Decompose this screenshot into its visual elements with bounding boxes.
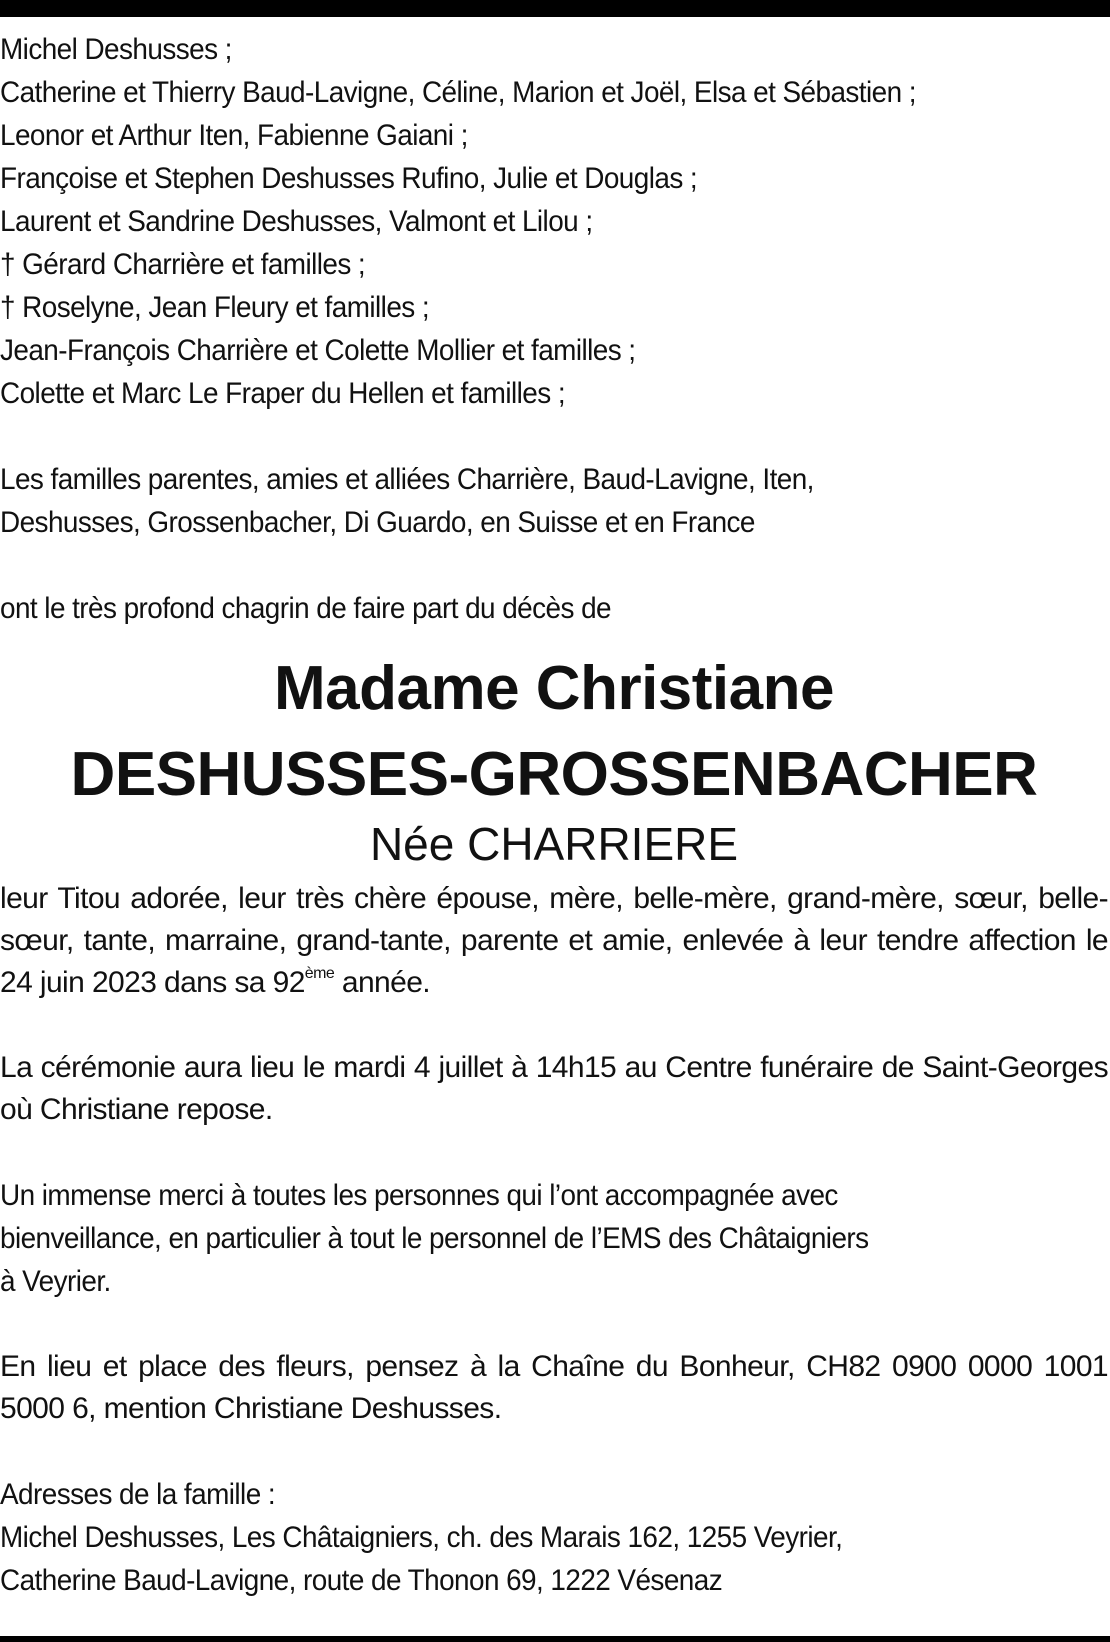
ceremony-paragraph: La cérémonie aura lieu le mardi 4 juillet à 14h15 au Centre funéraire de Saint-Georges où Christiane repose. [0, 1051, 1108, 1126]
thanks-line: Un immense merci à toutes les personnes qui l’ont accompagnée avec [0, 1179, 838, 1212]
family-line: Michel Deshusses ; [0, 33, 232, 66]
maiden-name: Née CHARRIERE [369, 818, 739, 870]
top-border-rule [0, 0, 1110, 17]
tribute-paragraph [0, 878, 1108, 1004]
family-line: Jean-François Charrière et Colette Mollier et familles ; [0, 334, 636, 367]
ordinal-superscript: ème [304, 965, 335, 982]
bottom-border-rule [0, 1636, 1110, 1642]
related-families [0, 458, 1108, 544]
deceased-name-line2: DESHUSSES-GROSSENBACHER [70, 740, 1038, 809]
family-line: Leonor et Arthur Iten, Fabienne Gaiani ; [0, 119, 468, 152]
family-line: Laurent et Sandrine Deshusses, Valmont et Lilou ; [0, 205, 593, 238]
tribute-text: leur Titou adorée, leur très chère épouse, mère, belle-mère, grand-mère, sœur, belle-sœur, tante, marraine, grand-tante, parente et amie, enlevée à leur tendre affection le 24 juin 2023 dans sa 92 [0, 882, 1108, 999]
family-list [0, 28, 1108, 415]
obituary-notice [0, 28, 1108, 1602]
announcement-intro: ont le très profond chagrin de faire part du décès de [0, 592, 611, 625]
family-line: † Gérard Charrière et familles ; [0, 248, 366, 281]
thanks-line: bienveillance, en particulier à tout le personnel de l’EMS des Châtaigniers [0, 1222, 869, 1255]
thanks-line: à Veyrier. [0, 1265, 111, 1298]
address-line: Michel Deshusses, Les Châtaigniers, ch. des Marais 162, 1255 Veyrier, [0, 1521, 843, 1554]
donation-paragraph: En lieu et place des fleurs, pensez à la Chaîne du Bonheur, CH82 0900 0000 1001 5000 6, mention Christiane Deshusses. [0, 1350, 1108, 1425]
family-addresses [0, 1473, 1108, 1602]
tribute-text-end: année. [334, 966, 431, 999]
thanks-paragraph [0, 1174, 1108, 1303]
family-line: Françoise et Stephen Deshusses Rufino, Julie et Douglas ; [0, 162, 698, 195]
addresses-heading: Adresses de la famille : [0, 1478, 276, 1511]
related-families-line: Les familles parentes, amies et alliées Charrière, Baud-Lavigne, Iten, [0, 463, 814, 496]
family-line: Catherine et Thierry Baud-Lavigne, Céline, Marion et Joël, Elsa et Sébastien ; [0, 76, 916, 109]
family-line: Colette et Marc Le Fraper du Hellen et familles ; [0, 377, 566, 410]
related-families-line: Deshusses, Grossenbacher, Di Guardo, en Suisse et en France [0, 506, 755, 539]
deceased-name-line1: Madame Christiane [273, 654, 834, 723]
family-line: † Roselyne, Jean Fleury et familles ; [0, 291, 430, 324]
address-line: Catherine Baud-Lavigne, route de Thonon 69, 1222 Vésenaz [0, 1564, 723, 1597]
